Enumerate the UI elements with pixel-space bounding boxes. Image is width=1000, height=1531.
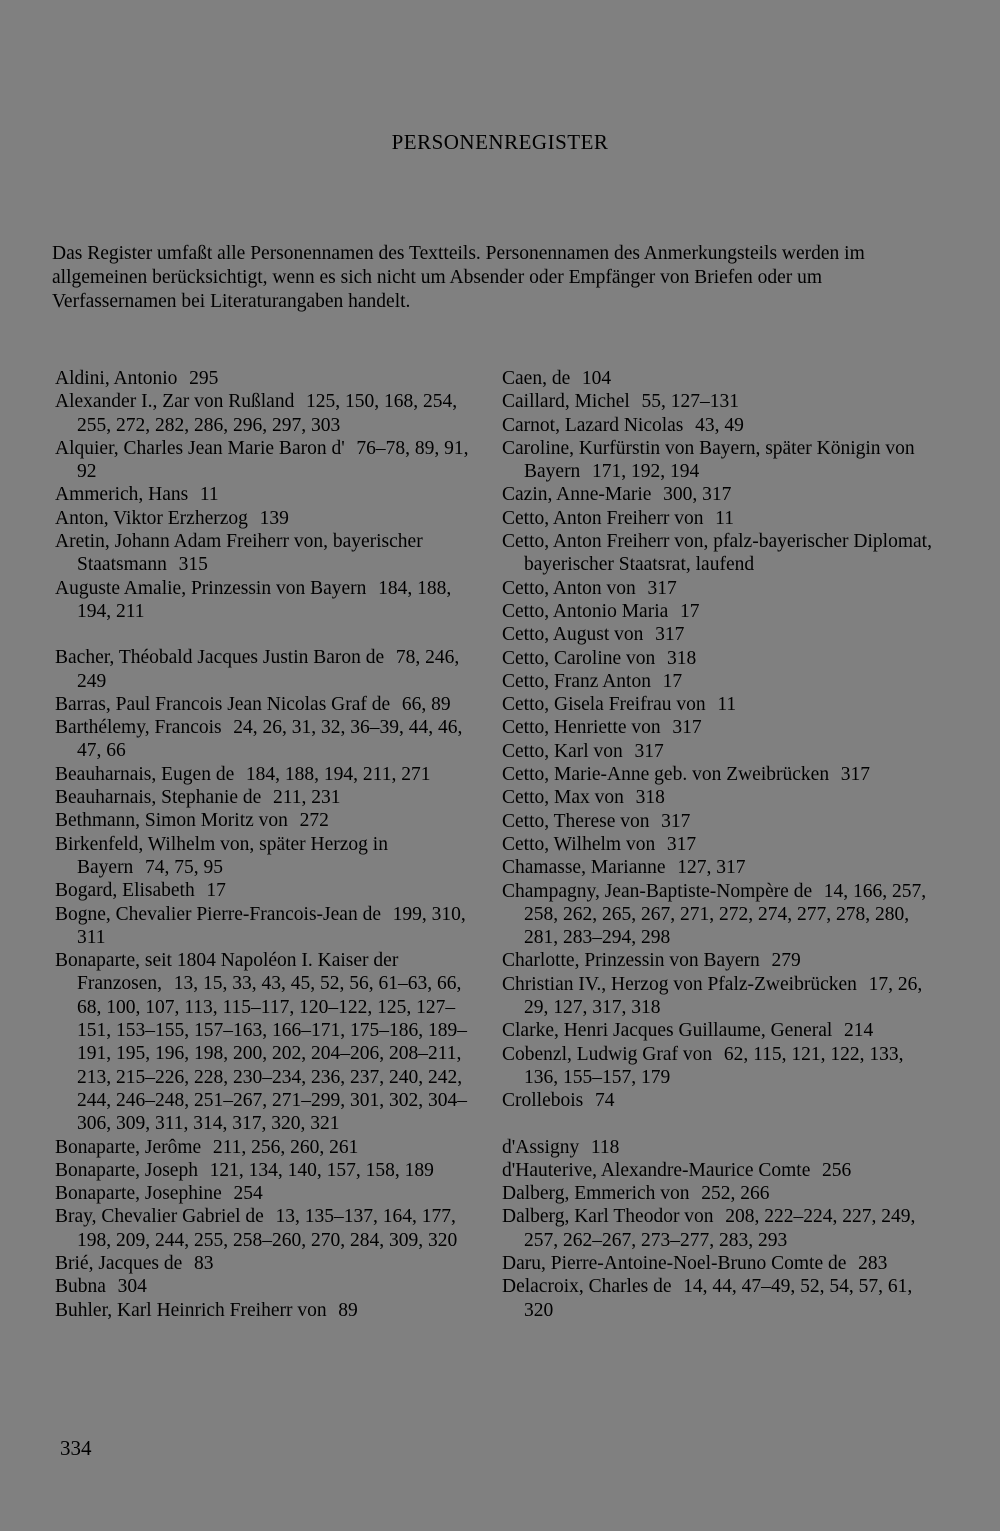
index-entry xyxy=(502,1043,932,1090)
entry-name: Aldini, Antonio xyxy=(55,368,178,389)
entry-name: Cetto, Anton Freiherr von, pfalz-bayerischer Diplomat, bayerischer Staatsrat, laufend xyxy=(502,531,932,576)
entry-pages: 17 xyxy=(662,670,683,692)
entry-pages: 74 xyxy=(594,1090,615,1112)
index-entry xyxy=(502,623,932,646)
entry-name: Cetto, Gisela Freifrau von xyxy=(502,694,706,716)
entry-name: Bethmann, Simon Moritz von xyxy=(55,810,288,832)
entry-pages: 211, 256, 260, 261 xyxy=(212,1136,359,1158)
entry-name: Cetto, Henriette von xyxy=(502,717,661,739)
section-gap xyxy=(502,1113,932,1136)
entry-pages: 13, 15, 33, 43, 45, 52, 56, 61–63, 66, 68, 100, 107, 113, 115–117, 120–122, 125, 127–151, 153–155, 157–163, 166–171, 175–186, 189–191, 195, 196, 198, 200, 202, 204–206, 208–211, 213, 215–226, 228, 230–234, 236, 237, 240, 242, 244, 246–248, 251–267, 271–299, 301, 302, 304–306, 309, 311, 314, 317, 320, 321 xyxy=(77,973,467,1135)
entry-pages: 300, 317 xyxy=(663,484,732,506)
entry-pages: 17 xyxy=(206,880,226,902)
index-entry xyxy=(502,949,932,972)
entry-pages: 121, 134, 140, 157, 158, 189 xyxy=(209,1159,434,1181)
index-entry xyxy=(55,646,485,693)
index-entry xyxy=(502,1205,932,1252)
entry-pages: 14, 166, 257, 258, 262, 265, 267, 271, 272, 274, 277, 278, 280, 281, 283–294, 298 xyxy=(524,880,927,949)
entry-pages: 256 xyxy=(822,1159,852,1181)
entry-pages: 252, 266 xyxy=(701,1183,770,1205)
index-entry xyxy=(55,903,485,950)
entry-name: Dalberg, Emmerich von xyxy=(502,1183,690,1205)
index-entry xyxy=(55,693,485,716)
entry-name: Dalberg, Karl Theodor von xyxy=(502,1206,714,1228)
section-gap xyxy=(55,623,485,646)
index-entry xyxy=(502,437,932,484)
index-entry xyxy=(502,483,932,506)
entry-name: Auguste Amalie, Prinzessin von Bayern xyxy=(55,577,367,599)
entry-pages: 11 xyxy=(715,507,734,529)
entry-pages: 62, 115, 121, 122, 133, 136, 155–157, 179 xyxy=(524,1043,904,1088)
entry-pages: 66, 89 xyxy=(401,693,451,715)
entry-name: Cetto, Caroline von xyxy=(502,647,656,669)
entry-pages: 104 xyxy=(581,368,612,389)
entry-name: Clarke, Henri Jacques Guillaume, General xyxy=(502,1020,833,1042)
entry-pages: 315 xyxy=(178,554,208,576)
entry-name: Anton, Viktor Erzherzog xyxy=(55,507,248,529)
index-entry xyxy=(502,1136,932,1159)
index-entry xyxy=(55,1182,485,1205)
index-entry xyxy=(55,1252,485,1275)
index-entry xyxy=(502,390,932,413)
entry-pages: 17 xyxy=(679,600,700,622)
entry-name: Ammerich, Hans xyxy=(55,484,189,506)
entry-name: Crollebois xyxy=(502,1090,584,1112)
entry-pages: 118 xyxy=(590,1136,620,1158)
entry-name: Chamasse, Marianne xyxy=(502,857,666,879)
entry-pages: 11 xyxy=(199,484,219,506)
entry-pages: 317 xyxy=(840,764,871,786)
entry-pages: 214 xyxy=(843,1020,874,1042)
entry-pages: 318 xyxy=(666,647,697,669)
entry-pages: 43, 49 xyxy=(695,414,744,436)
entry-pages: 317 xyxy=(634,740,664,762)
index-entry xyxy=(502,833,932,856)
entry-pages: 317 xyxy=(655,624,685,646)
index-entry xyxy=(55,437,485,484)
entry-pages: 184, 188, 194, 211 xyxy=(77,577,452,622)
index-entry xyxy=(55,1299,485,1322)
index-entry xyxy=(502,716,932,739)
entry-pages: 283 xyxy=(858,1252,888,1274)
index-entry xyxy=(502,507,932,530)
index-entry xyxy=(55,483,485,506)
entry-name: Cetto, Max von xyxy=(502,787,624,809)
index-entry xyxy=(55,949,485,1135)
index-entry xyxy=(502,1159,932,1182)
entry-pages: 184, 188, 194, 211, 271 xyxy=(245,763,431,785)
entry-pages: 89 xyxy=(338,1299,358,1321)
intro-paragraph: Das Register umfaßt alle Personennamen des Textteils. Personennamen des Anmerkungsteils werden im allgemeinen berücksichtigt, wenn es sich nicht um Absender oder Empfänger von Briefen oder um Verfassernamen bei Literaturangaben handelt. xyxy=(52,243,865,312)
entry-name: Charlotte, Prinzessin von Bayern xyxy=(502,950,760,972)
index-entry xyxy=(502,530,932,577)
index-entry xyxy=(55,716,485,763)
index-entry xyxy=(502,600,932,623)
entry-name: Cazin, Anne-Marie xyxy=(502,484,652,506)
index-entry xyxy=(502,1182,932,1205)
index-entry xyxy=(502,1252,932,1275)
entry-pages: 78, 246, 249 xyxy=(77,647,460,692)
index-entry xyxy=(55,507,485,530)
entry-pages: 317 xyxy=(672,717,702,739)
entry-name: Cetto, Anton Freiherr von xyxy=(502,507,704,529)
entry-name: Champagny, Jean-Baptiste-Nompère de xyxy=(502,880,813,902)
entry-pages: 83 xyxy=(193,1252,214,1274)
index-entry xyxy=(55,809,485,832)
entry-name: Beauharnais, Stephanie de xyxy=(55,787,262,809)
entry-name: Daru, Pierre-Antoine-Noel-Bruno Comte de xyxy=(502,1252,847,1274)
entry-name: Birkenfeld, Wilhelm von, später Herzog in Bayern xyxy=(55,833,388,878)
entry-name: Cetto, Anton von xyxy=(502,577,636,599)
index-entry xyxy=(55,390,485,437)
entry-pages: 17, 26, 29, 127, 317, 318 xyxy=(524,973,923,1019)
entry-pages: 55, 127–131 xyxy=(641,391,739,413)
index-entry xyxy=(55,1159,485,1182)
entry-pages: 127, 317 xyxy=(677,857,746,879)
index-entry xyxy=(55,1205,485,1252)
entry-name: d'Assigny xyxy=(502,1136,580,1158)
index-entry xyxy=(502,670,932,693)
entry-name: Aretin, Johann Adam Freiherr von, bayerischer Staatsmann xyxy=(55,531,423,576)
entry-name: Bray, Chevalier Gabriel de xyxy=(55,1206,264,1228)
entry-name: d'Hauterive, Alexandre-Maurice Comte xyxy=(502,1159,811,1181)
index-entry xyxy=(502,647,932,670)
entry-pages: 208, 222–224, 227, 249, 257, 262–267, 273–277, 283, 293 xyxy=(524,1206,916,1251)
entry-pages: 24, 26, 31, 32, 36–39, 44, 46, 47, 66 xyxy=(77,717,463,762)
index-entry xyxy=(502,1019,932,1042)
entry-name: Bogne, Chevalier Pierre-Francois-Jean de xyxy=(55,903,381,925)
entry-name: Cetto, Therese von xyxy=(502,810,650,832)
entry-name: Barthélemy, Francois xyxy=(55,717,222,739)
index-entry xyxy=(502,367,932,390)
entry-name: Bonaparte, Joseph xyxy=(55,1159,198,1181)
entry-pages: 318 xyxy=(635,787,665,809)
entry-name: Bacher, Théobald Jacques Justin Baron de xyxy=(55,647,385,669)
page-title: PERSONENREGISTER xyxy=(391,130,609,154)
index-entry xyxy=(55,879,485,902)
entry-name: Caillard, Michel xyxy=(502,391,630,413)
entry-name: Cetto, Antonio Maria xyxy=(502,600,669,622)
entry-pages: 76–78, 89, 91, 92 xyxy=(77,437,469,483)
index-entry xyxy=(55,530,485,577)
entry-pages: 14, 44, 47–49, 52, 54, 57, 61, 320 xyxy=(524,1276,913,1321)
entry-name: Caen, de xyxy=(502,368,571,389)
entry-name: Alquier, Charles Jean Marie Baron d' xyxy=(55,437,345,459)
entry-pages: 171, 192, 194 xyxy=(592,461,700,483)
index-entry xyxy=(55,367,485,390)
entry-pages: 13, 135–137, 164, 177, 198, 209, 244, 255, 258–260, 270, 284, 309, 320 xyxy=(77,1206,458,1251)
index-entry xyxy=(55,577,485,624)
entry-name: Cobenzl, Ludwig Graf von xyxy=(502,1043,713,1065)
index-entry xyxy=(55,763,485,786)
entry-name: Alexander I., Zar von Rußland xyxy=(55,391,295,413)
index-entry xyxy=(502,786,932,809)
entry-pages: 279 xyxy=(771,950,801,972)
index-entry xyxy=(502,810,932,833)
entry-pages: 199, 310, 311 xyxy=(77,903,466,948)
entry-pages: 272 xyxy=(299,810,329,832)
index-entry xyxy=(55,833,485,880)
entry-pages: 317 xyxy=(647,577,677,599)
entry-name: Bonaparte, Jerôme xyxy=(55,1136,202,1158)
index-entry xyxy=(55,786,485,809)
entry-pages: 11 xyxy=(717,694,737,716)
index-column-left xyxy=(55,367,485,1322)
entry-pages: 304 xyxy=(117,1276,147,1298)
entry-name: Bonaparte, seit 1804 Napoléon I. Kaiser der Franzosen, xyxy=(55,950,399,995)
index-column-right xyxy=(502,367,932,1322)
index-entry xyxy=(502,856,932,879)
entry-pages: 139 xyxy=(259,507,289,529)
entry-name: Buhler, Karl Heinrich Freiherr von xyxy=(55,1299,327,1321)
index-entry xyxy=(502,414,932,437)
index-entry xyxy=(55,1136,485,1159)
entry-pages: 211, 231 xyxy=(273,787,341,809)
entry-name: Barras, Paul Francois Jean Nicolas Graf de xyxy=(55,693,391,715)
index-entry xyxy=(502,1089,932,1112)
entry-name: Bubna xyxy=(55,1276,106,1298)
entry-name: Cetto, Franz Anton xyxy=(502,670,651,692)
index-entry xyxy=(502,880,932,950)
index-entry xyxy=(502,1275,932,1322)
entry-name: Cetto, Marie-Anne geb. von Zweibrücken xyxy=(502,764,830,786)
entry-name: Cetto, Karl von xyxy=(502,740,623,762)
entry-name: Brié, Jacques de xyxy=(55,1252,183,1274)
entry-name: Caroline, Kurfürstin von Bayern, später Königin von Bayern xyxy=(502,437,915,483)
page-number: 334 xyxy=(60,1436,92,1460)
entry-name: Bogard, Elisabeth xyxy=(55,880,195,902)
entry-name: Delacroix, Charles de xyxy=(502,1276,672,1298)
index-entry xyxy=(55,1275,485,1298)
entry-pages: 254 xyxy=(233,1183,263,1205)
index-entry xyxy=(502,693,932,716)
entry-name: Cetto, Wilhelm von xyxy=(502,833,656,855)
index-entry xyxy=(502,577,932,600)
entry-pages: 74, 75, 95 xyxy=(145,856,223,878)
entry-name: Christian IV., Herzog von Pfalz-Zweibrücken xyxy=(502,973,857,995)
entry-pages: 125, 150, 168, 254, 255, 272, 282, 286, 296, 297, 303 xyxy=(77,391,458,436)
index-entry xyxy=(502,763,932,786)
entry-name: Carnot, Lazard Nicolas xyxy=(502,414,684,436)
entry-name: Cetto, August von xyxy=(502,624,644,646)
index-entry xyxy=(502,973,932,1020)
entry-pages: 317 xyxy=(661,810,691,832)
entry-name: Bonaparte, Josephine xyxy=(55,1183,222,1205)
entry-pages: 317 xyxy=(666,833,697,855)
entry-pages: 295 xyxy=(189,368,219,389)
entry-name: Beauharnais, Eugen de xyxy=(55,763,235,785)
index-entry xyxy=(502,740,932,763)
